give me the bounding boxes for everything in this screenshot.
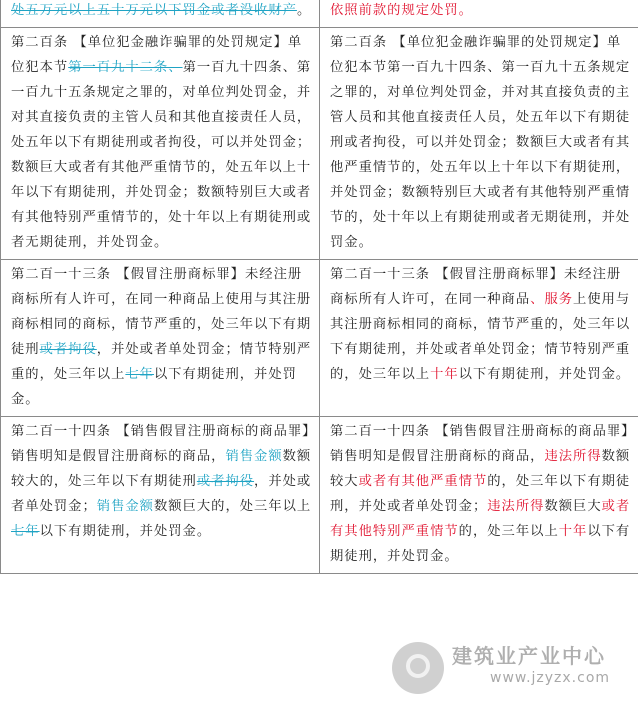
table-row xyxy=(1,260,638,417)
changed-text: 销售金额 xyxy=(225,449,283,464)
deleted-text: 或者拘役 xyxy=(196,474,255,489)
table-row xyxy=(1,28,638,260)
deleted-text: 七年 xyxy=(11,524,40,539)
deleted-text: 七年 xyxy=(125,367,154,382)
old-text-cell xyxy=(1,260,320,417)
text: 第二百条 【单位犯金融诈骗罪的处罚规定】单位犯本节第一百九十四条、第一百九十五条规定之罪的，对单位判处罚金，并对其直接负责的主管人员和其他直接责任人员，处五年以下有期徒刑或者拘役，可以并处罚金；数额巨大或者有其他严重情节的，处五年以上十年以下有期徒刑，并处罚金；数额特别巨大或者有其他特别严重情节的，处十年以上有期徒刑或者无期徒刑，并处罚金。 xyxy=(330,35,631,250)
text: 上使用与其注册商标相同的商标，情节严重的，处三年以下有期徒刑，并处或者单处罚金；情节特别严重的，处三年以上 xyxy=(330,292,631,382)
text: 第一百九十四条、第一百九十五条规定之罪的，对单位判处罚金，并对其直接负责的主管人员和其他直接责任人员，处五年以下有期徒刑或者拘役，可以并处罚金；数额巨大或者有其他严重情节的，处五年以上十年以下有期徒刑，并处罚金；数额特别巨大或者有其他特别严重情节的，处十年以上有期徒刑或者无期徒刑，并处罚金。 xyxy=(11,60,312,250)
text: ，并处或者单处罚金；情节特别严重的，处三年以上 xyxy=(11,342,312,382)
table-row xyxy=(1,0,638,28)
watermark xyxy=(392,636,622,704)
added-text: 或者有其他特别严重情节 xyxy=(330,499,631,539)
watermark-url: www.jzyzx.com xyxy=(490,670,611,686)
added-text: 违法所得 xyxy=(544,449,602,464)
text: 以下有期徒刑，并处罚金。 xyxy=(11,367,297,407)
text: 第二百一十三条 【假冒注册商标罪】未经注册商标所有人许可，在同一种商品 xyxy=(330,267,622,307)
new-text-cell xyxy=(320,417,638,574)
text: ，并处或者单处罚金； xyxy=(11,474,312,514)
added-text: 十年 xyxy=(558,524,588,539)
old-text-cell xyxy=(1,417,320,574)
text: 数额巨大的，处三年以上 xyxy=(153,499,312,514)
text: 的，处三年以上 xyxy=(458,524,559,539)
text: 数额较大 xyxy=(330,449,631,489)
new-text-cell xyxy=(320,260,638,417)
new-text-cell xyxy=(320,28,638,260)
added-text: 依照前款的规定处罚。 xyxy=(330,3,473,18)
text: 以下有期徒刑，并处罚金。 xyxy=(458,367,631,382)
text: 数额较大的，处三年以下有期徒刑 xyxy=(11,449,312,489)
watermark-logo-icon xyxy=(392,642,444,694)
text: 。 xyxy=(296,3,312,18)
text: 以下有期徒刑，并处罚金。 xyxy=(330,524,631,564)
text: 第二百一十四条 【销售假冒注册商标的商品罪】销售明知是假冒注册商标的商品， xyxy=(11,424,310,464)
new-text-cell xyxy=(320,0,638,28)
watermark-title: 建筑业产业中心 xyxy=(452,644,606,668)
added-text: 违法所得 xyxy=(487,499,545,514)
table-row xyxy=(1,417,638,574)
text: 数额巨大 xyxy=(544,499,602,514)
changed-text: 销售金额 xyxy=(96,499,154,514)
text: 的，处三年以下有期徒刑，并处或者单处罚金； xyxy=(330,474,631,514)
text: 以下有期徒刑，并处罚金。 xyxy=(39,524,212,539)
deleted-text: 处五万元以上五十万元以下罚金或者没收财产 xyxy=(11,3,297,18)
old-text-cell xyxy=(1,0,320,28)
added-text: 或者有其他严重情节 xyxy=(358,474,488,489)
text: 第二百一十四条 【销售假冒注册商标的商品罪】销售明知是假冒注册商标的商品， xyxy=(330,424,629,464)
text: 第二百条 【单位犯金融诈骗罪的处罚规定】单位犯本节 xyxy=(11,35,303,75)
added-text: 十年 xyxy=(430,367,459,382)
old-text-cell xyxy=(1,28,320,260)
text: 第二百一十三条 【假冒注册商标罪】未经注册商标所有人许可，在同一种商品上使用与其注册商标相同的商标，情节严重的，处三年以下有期徒刑 xyxy=(11,267,312,357)
deleted-text: 或者拘役 xyxy=(39,342,97,357)
added-text: 、服务 xyxy=(530,292,574,307)
deleted-text: 第一百九十二条、 xyxy=(68,60,183,75)
